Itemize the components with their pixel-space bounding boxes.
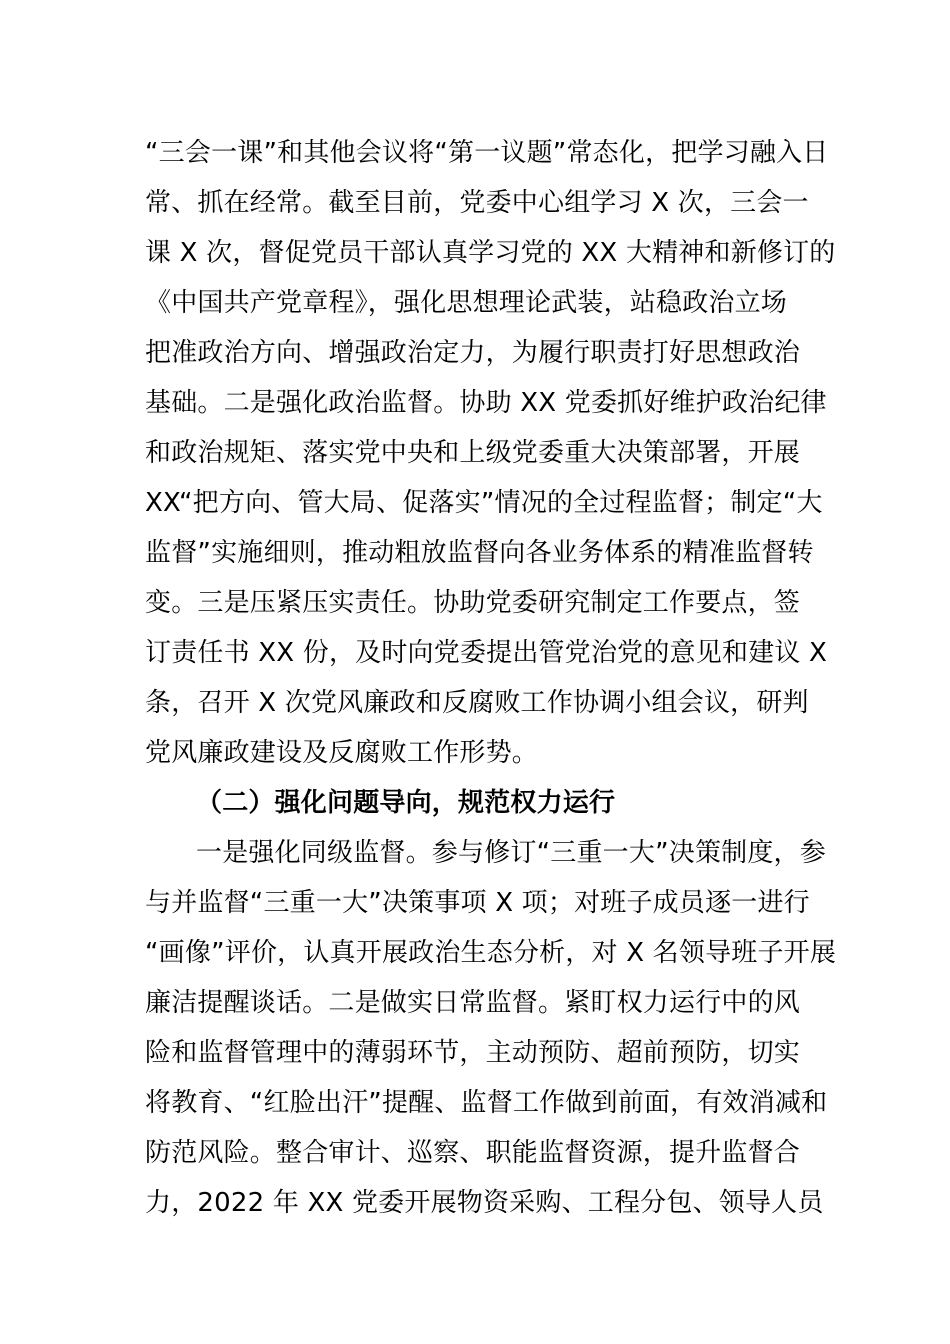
paragraph-line: 党风廉政建设及反腐败工作形势。 <box>145 738 539 768</box>
paragraph-line: XX“把方向、管大局、促落实”情况的全过程监督；制定“大 <box>145 488 823 518</box>
paragraph-line: 条，召开 X 次党风廉政和反腐败工作协调小组会议，研判 <box>145 688 809 718</box>
section-heading: （二）强化问题导向，规范权力运行 <box>196 788 616 818</box>
paragraph-line: 廉洁提醒谈话。二是做实日常监督。紧盯权力运行中的风 <box>145 988 801 1018</box>
paragraph-line: 课 X 次，督促党员干部认真学习党的 XX 大精神和新修订的 <box>145 238 836 268</box>
paragraph-line: 将教育、“红脸出汗”提醒、监督工作做到前面，有效消减和 <box>145 1088 828 1118</box>
paragraph-line: 险和监督管理中的薄弱环节，主动预防、超前预防，切实 <box>145 1038 801 1068</box>
paragraph-line: 订责任书 XX 份，及时向党委提出管党治党的意见和建议 X <box>145 638 828 668</box>
paragraph-line: 常、抓在经常。截至目前，党委中心组学习 X 次，三会一 <box>145 188 809 218</box>
paragraph-line: 《中国共产党章程》，强化思想理论武装，站稳政治立场 <box>145 288 788 318</box>
paragraph-line: “三会一课”和其他会议将“第一议题”常态化，把学习融入日 <box>145 138 829 168</box>
paragraph-line: 防范风险。整合审计、巡察、职能监督资源，提升监督合 <box>145 1138 801 1168</box>
paragraph-line: 和政治规矩、落实党中央和上级党委重大决策部署，开展 <box>145 438 801 468</box>
paragraph-line: 把准政治方向、增强政治定力，为履行职责打好思想政治 <box>145 338 801 368</box>
paragraph-line: “画像”评价，认真开展政治生态分析，对 X 名领导班子开展 <box>145 938 837 968</box>
paragraph-line: 基础。二是强化政治监督。协助 XX 党委抓好维护政治纪律 <box>145 388 827 418</box>
paragraph-line: 监督”实施细则，推动粗放监督向各业务体系的精准监督转 <box>145 538 814 568</box>
paragraph-line: 与并监督“三重一大”决策事项 X 项；对班子成员逐一进行 <box>145 888 810 918</box>
paragraph-line: 一是强化同级监督。参与修订“三重一大”决策制度，参 <box>196 838 826 868</box>
paragraph-line: 力，2022 年 XX 党委开展物资采购、工程分包、领导人员 <box>145 1188 824 1218</box>
paragraph-line: 变。三是压紧压实责任。协助党委研究制定工作要点，签 <box>145 588 801 618</box>
